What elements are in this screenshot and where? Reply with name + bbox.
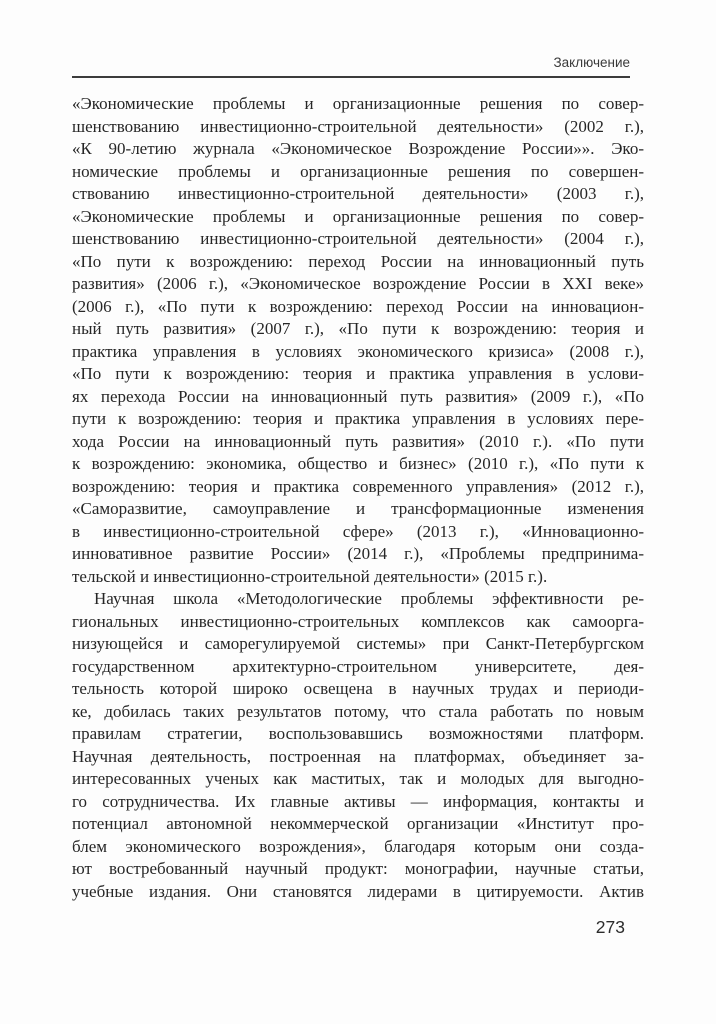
text-line: тельность которой широко освещена в научных трудах и периоди- xyxy=(72,679,644,698)
text-line: государственном архитектурно-строительном университете, дея- xyxy=(72,656,644,676)
text-line: «По пути к возрождению: теория и практика управления в услови- xyxy=(72,364,644,383)
text-line: хода России на инновационный путь развития» (2010 г.). «По пути xyxy=(72,431,644,451)
text-line: шенствованию инвестиционно-строительной деятельности» (2002 г.), xyxy=(72,116,644,136)
text-line: инновативное развитие России» (2014 г.), «Проблемы предпринима- xyxy=(72,544,644,563)
text-line: в инвестиционно-строительной сфере» (2013 г.), «Инновационно- xyxy=(72,521,644,541)
text-line: «По пути к возрождению: переход России на инновационный путь xyxy=(72,251,644,271)
page-number: 273 xyxy=(595,917,625,937)
text-line: интересованных ученых как маститых, так и молодых для выгодно- xyxy=(72,769,644,788)
text-line: потенциал автономной некоммерческой организации «Институт про- xyxy=(72,814,644,833)
text-line: шенствованию инвестиционно-строительной деятельности» (2004 г.), xyxy=(72,229,644,248)
body-text xyxy=(72,93,644,903)
text-line: тельской и инвестиционно-строительной деятельности» (2015 г.). xyxy=(72,566,548,586)
running-header: Заключение xyxy=(72,55,630,78)
text-line: ке, добилась таких результатов потому, что стала работать по новым xyxy=(72,701,644,721)
text-line: го сотрудничества. Их главные активы — информация, контакты и xyxy=(72,791,644,811)
text-line: развития» (2006 г.), «Экономическое возрождение России в XXI веке» xyxy=(72,274,644,293)
text-line: номические проблемы и организационные решения по совершен- xyxy=(72,161,644,181)
text-line: практика управления в условиях экономического кризиса» (2008 г.), xyxy=(72,341,644,361)
text-line: (2006 г.), «По пути к возрождению: переход России на инновацион- xyxy=(72,296,644,316)
text-line: «Экономические проблемы и организационные решения по совер- xyxy=(72,94,644,113)
text-line: «Саморазвитие, самоуправление и трансформационные изменения xyxy=(72,499,644,518)
text-line: ствованию инвестиционно-строительной деятельности» (2003 г.), xyxy=(72,184,644,203)
text-line: «Экономические проблемы и организационные решения по совер- xyxy=(72,206,644,226)
text-line: возрождению: теория и практика современного управления» (2012 г.), xyxy=(72,476,644,496)
paragraph xyxy=(72,93,644,588)
text-line: учебные издания. Они становятся лидерами в цитируемости. Актив xyxy=(72,881,644,901)
text-line: блем экономического возрождения», благодаря которым они созда- xyxy=(72,836,644,856)
paragraph xyxy=(72,588,644,903)
text-line: Научная деятельность, построенная на платформах, объединяет за- xyxy=(72,746,644,766)
text-line: гиональных инвестиционно-строительных комплексов как самоорга- xyxy=(72,611,644,631)
text-line: низующейся и саморегулируемой системы» при Санкт-Петербургском xyxy=(72,634,644,653)
text-line: ный путь развития» (2007 г.), «По пути к возрождению: теория и xyxy=(72,319,644,338)
text-line: Научная школа «Методологические проблемы эффективности ре- xyxy=(94,589,644,608)
text-line: ют востребованный научный продукт: монографии, научные статьи, xyxy=(72,859,644,878)
text-line: правилам стратегии, воспользовавшись возможностями платформ. xyxy=(72,724,644,743)
text-line: ях перехода России на инновационный путь развития» (2009 г.), «По xyxy=(72,386,644,406)
text-line: пути к возрождению: теория и практика управления в условиях пере- xyxy=(72,409,644,428)
text-line: к возрождению: экономика, общество и бизнес» (2010 г.), «По пути к xyxy=(72,454,644,473)
text-line: «К 90-летию журнала «Экономическое Возрождение России»». Эко- xyxy=(72,139,644,158)
